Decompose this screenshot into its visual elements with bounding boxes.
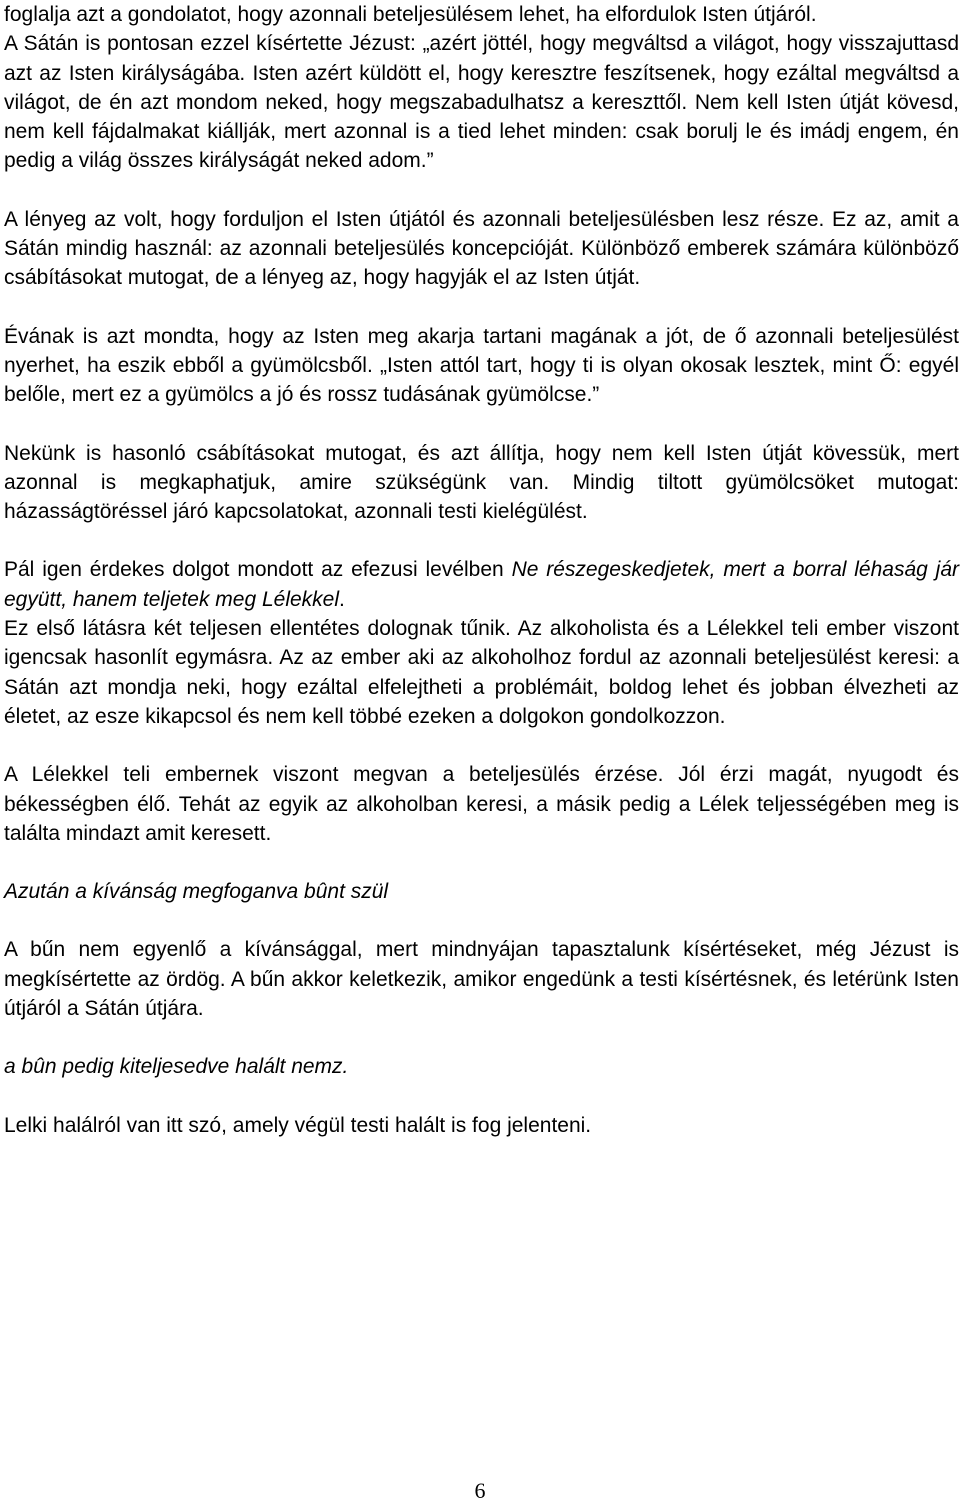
paragraph-sin: A bűn nem egyenlő a kívánsággal, mert mindnyájan tapasztalunk kísértéseket, még Jézust is megkísértette az ördög. A bűn akkor keletkezik, amikor engedünk a testi kísértésnek, és letérünk Isten útjáról a Sátán útjára. — [4, 938, 959, 1021]
paragraph-intro: foglalja azt a gondolatot, hogy azonnali beteljesülésem lehet, ha elfordulok Isten útjáról. — [4, 3, 817, 26]
paul-intro-text: Pál igen érdekes dolgot mondott az efezusi levélben — [4, 558, 512, 582]
quote-desire — [4, 877, 959, 906]
document-page — [4, 0, 959, 1140]
paragraph-turn-away: A lényeg az volt, hogy forduljon el Isten útjától és azonnali beteljesülésben lesz része. Ez az, amit a Sátán mindig használ: az azonnali beteljesülés koncepcióját. Különböző emberek számára különböző csábításokat mutogat, de a lényeg az, hogy hagyják el az Isten útját. — [4, 207, 959, 290]
paragraph-satan-tempted-jesus: A Sátán is pontosan ezzel kísértette Jézust: „azért jöttél, hogy megváltsd a világot, hogy visszajuttasd azt az Isten királyságába. Isten azért küldött el, hogy keresztre feszítsenek, hogy ezáltal megváltsd a világot, de én azt mondom neked, hogy megszabadulhatsz a kereszttől. Nem kell Isten útját kövesd, nem kell fájdalmakat kiállják, mert azonnal is a tied lehet minden: csak borulj le és imádj engem, én pedig a világ összes királyságát neked adom.” — [4, 32, 959, 173]
paragraph-eve: Évának is azt mondta, hogy az Isten meg akarja tartani magának a jót, de ő azonnali beteljesülést nyerhet, ha eszik ebből a gyümölcsből. „Isten attól tart, hogy ti is olyan okosak lesztek, mint Ő: egyél belőle, mert ez a gyümölcs a jó és rossz tudásának gyümölcse.” — [4, 324, 959, 407]
paragraph-temptations: Nekünk is hasonló csábításokat mutogat, és azt állítja, hogy nem kell Isten útját kövessük, mert azonnal is megkaphatjuk, amire szükségünk van. Mindig tiltott gyümölcsöket mutogat: házasságtöréssel járó kapcsolatokat, azonnali testi kielégülést. — [4, 441, 959, 524]
paragraph-paul — [4, 555, 959, 614]
paul-end-punctuation: . — [339, 587, 345, 611]
paragraph-spirit-filled: A Lélekkel teli embernek viszont megvan a beteljesülés érzése. Jól érzi magát, nyugodt és békességben élő. Tehát az egyik az alkoholban keresi, a másik pedig a Lélek teljességében meg is találta mindazt amit keresett. — [4, 763, 959, 845]
quote-desire-text: Azután a kívánság megfoganva bûnt szül — [4, 880, 389, 904]
quote-death-text: a bûn pedig kiteljesedve halált nemz. — [4, 1055, 349, 1079]
paul-quote: Ne részegeskedjetek, mert a borral léhaság jár együtt, hanem teljetek meg Lélekkel — [4, 558, 959, 611]
quote-death — [4, 1052, 959, 1081]
paragraph-spiritual-death: Lelki halálról van itt szó, amely végül testi halált is fog jelenteni. — [4, 1113, 592, 1137]
paragraph-alcohol: Ez első látásra két teljesen ellentétes dolognak tűnik. Az alkoholista és a Lélekkel teli ember viszont igencsak hasonlít egymásra. Az az ember aki az alkoholhoz fordul az azonnali beteljesülést keresi: a Sátán azt mondja neki, hogy ezáltal elfelejtheti a problémáit, boldog lehet és jobban élvezheti az életet, az esze kikapcsol és nem kell többé ezeken a dolgokon gondolkozzon. — [4, 617, 959, 728]
page-number: 6 — [474, 1478, 486, 1503]
